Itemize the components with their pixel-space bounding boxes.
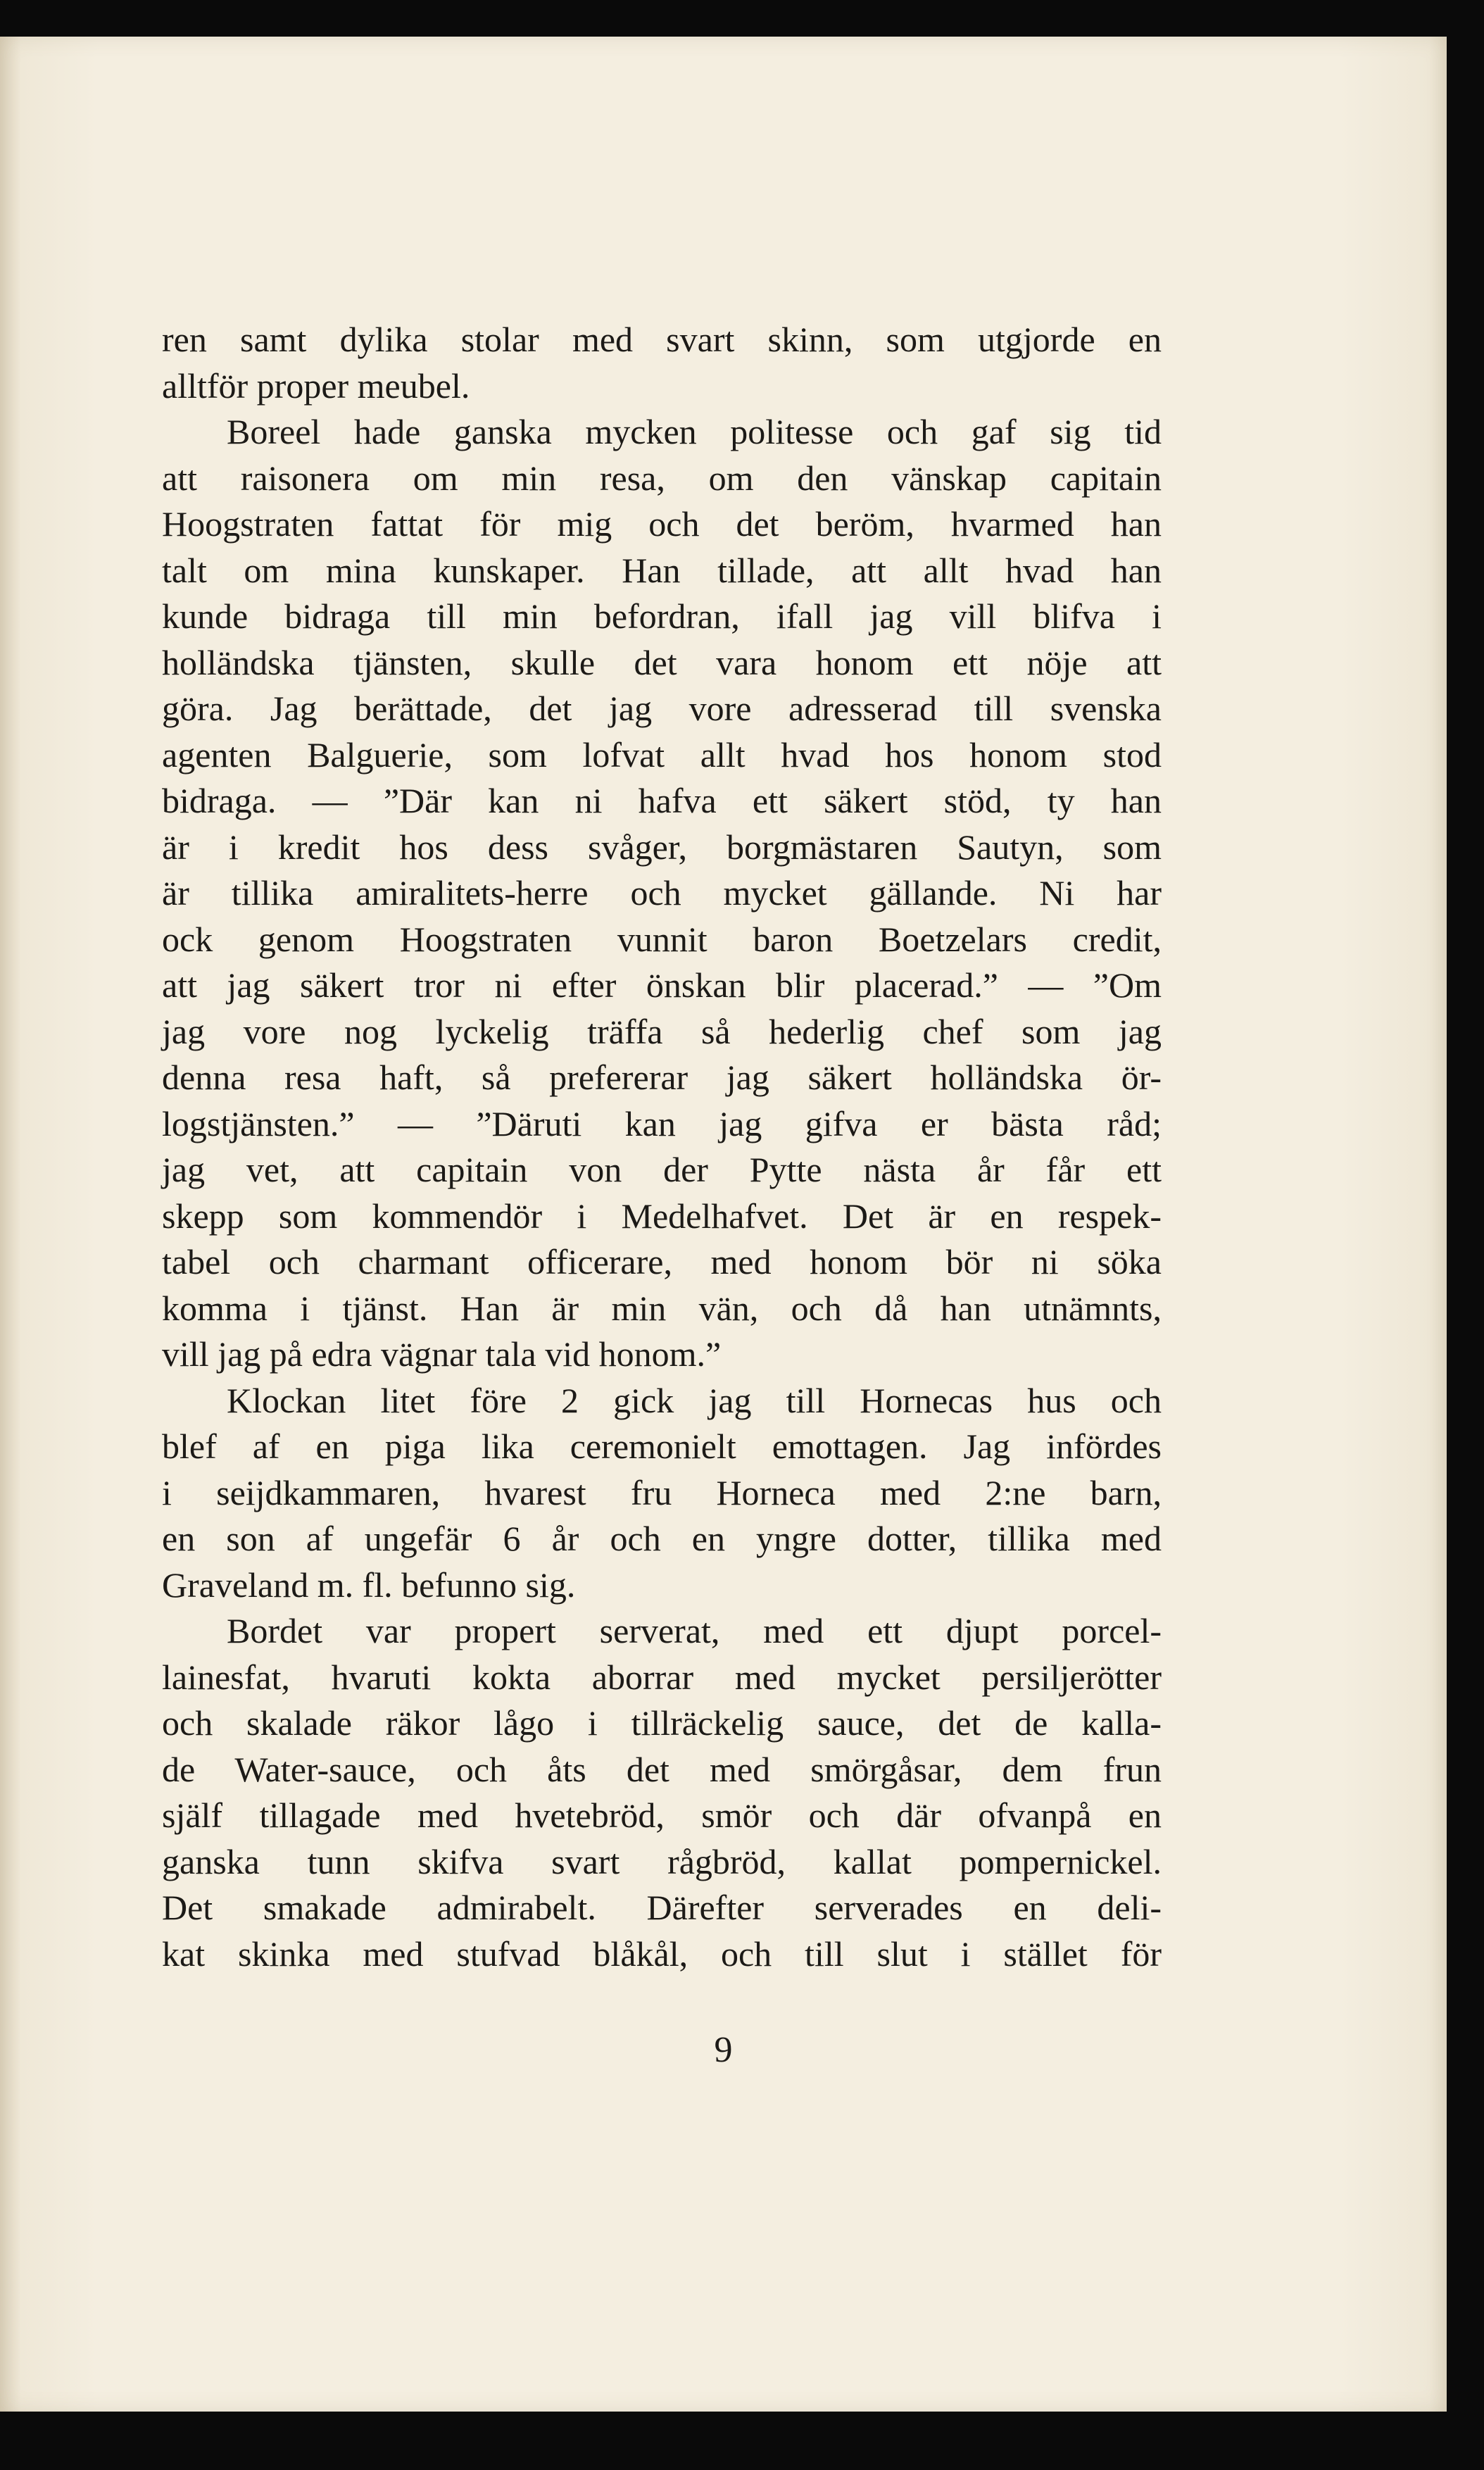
text-line: kat skinka med stufvad blåkål, och till slut i stället för: [162, 1933, 1162, 1974]
text-line: själf tillagade med hvetebröd, smör och där ofvanpå en: [162, 1795, 1162, 1835]
text-line: vill jag på edra vägnar tala vid honom.”: [162, 1334, 722, 1374]
text-line: Det smakade admirabelt. Därefter serverades en deli-: [162, 1888, 1162, 1927]
text-line: Boreel hade ganska mycken politesse och gaf sig tid: [227, 412, 1162, 451]
book-page: [0, 37, 1447, 2412]
text-line: är i kredit hos dess svåger, borgmästaren Sautyn, som: [162, 827, 1162, 867]
text-line: lainesfat, hvaruti kokta aborrar med mycket persiljerötter: [162, 1657, 1162, 1697]
text-line: ren samt dylika stolar med svart skinn, som utgjorde en: [162, 320, 1162, 359]
text-line: ganska tunn skifva svart rågbröd, kallat pompernickel.: [162, 1841, 1162, 1881]
text-line: de Water-sauce, och åts det med smörgåsar, dem frun: [162, 1749, 1162, 1789]
text-line: en son af ungefär 6 år och en yngre dotter, tillika med: [162, 1519, 1162, 1558]
text-line: göra. Jag berättade, det jag vore adresserad till svenska: [162, 689, 1162, 728]
text-line: blef af en piga lika ceremonielt emottagen. Jag infördes: [162, 1427, 1162, 1466]
text-line: agenten Balguerie, som lofvat allt hvad hos honom stod: [162, 734, 1162, 775]
text-line: kunde bidraga till min befordran, ifall jag vill blifva i: [162, 596, 1162, 636]
text-line: logstjänsten.” — ”Däruti kan jag gifva er bästa råd;: [162, 1103, 1162, 1143]
body-text: [162, 317, 1162, 1977]
text-line: ock genom Hoogstraten vunnit baron Boetzelars credit,: [162, 919, 1162, 959]
text-line: Klockan litet före 2 gick jag till Hornecas hus och: [227, 1380, 1162, 1420]
page-number: 9: [714, 2030, 733, 2070]
text-line: och skalade räkor lågo i tillräckelig sauce, det de kalla-: [162, 1703, 1162, 1743]
text-line: jag vore nog lyckelig träffa så hederlig chef som jag: [162, 1011, 1162, 1051]
text-line: jag vet, att capitain von der Pytte nästa år får ett: [162, 1150, 1162, 1189]
text-line: alltför proper meubel.: [162, 365, 470, 406]
text-line: att jag säkert tror ni efter önskan blir placerad.” — ”Om: [162, 965, 1162, 1005]
text-line: Graveland m. fl. befunno sig.: [162, 1565, 576, 1605]
text-line: tabel och charmant officerare, med honom bör ni söka: [162, 1242, 1162, 1281]
text-line: att raisonera om min resa, om den vänskap capitain: [162, 458, 1162, 498]
text-line: i seijdkammaren, hvarest fru Horneca med 2:ne barn,: [162, 1472, 1162, 1512]
text-line: Hoogstraten fattat för mig och det beröm, hvarmed han: [162, 504, 1162, 544]
text-line: Bordet var propert serverat, med ett djupt porcel-: [227, 1611, 1162, 1650]
text-line: är tillika amiralitets-herre och mycket gällande. Ni har: [162, 873, 1162, 913]
text-line: skepp som kommendör i Medelhafvet. Det är en respek-: [162, 1196, 1162, 1236]
text-line: holländska tjänsten, skulle det vara honom ett nöje att: [162, 642, 1162, 682]
text-line: komma i tjänst. Han är min vän, och då han utnämnts,: [162, 1288, 1162, 1328]
text-line: talt om mina kunskaper. Han tillade, att allt hvad han: [162, 550, 1162, 590]
text-line: denna resa haft, så prefererar jag säkert holländska ör-: [162, 1058, 1162, 1097]
text-line: bidraga. — ”Där kan ni hafva ett säkert stöd, ty han: [162, 781, 1162, 820]
